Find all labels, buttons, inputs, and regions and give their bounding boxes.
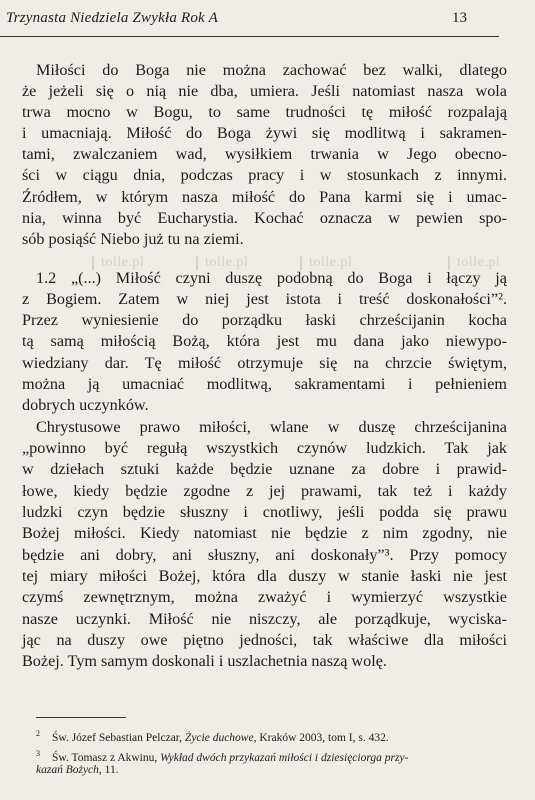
footnote-source: , 11.: [98, 764, 119, 776]
footnote-title: kazań Bożych: [36, 764, 99, 776]
body-line: ści w ciągu dnia, podczas pracy i w stosunkach z innymi.: [22, 166, 507, 184]
body-line: Miłości do Boga nie można zachować bez walki, dlatego: [36, 61, 507, 79]
page-number: 13: [452, 10, 467, 26]
body-line: z Bogiem. Zatem w niej jest istota i treść doskonałości”².: [22, 290, 507, 308]
body-line: 1.2 „(...) Miłość czyni duszę podobną do Boga i łączy ją: [36, 269, 507, 287]
footnote-rule: [36, 717, 126, 718]
footnote-author: Św. Józef Sebastian Pelczar,: [52, 731, 183, 744]
body-line: można ją umacniać modlitwą, sakramentami i pełnieniem: [22, 375, 507, 393]
body-line: i umacniają. Miłość do Boga żywi się modlitwą i sakramen-: [22, 124, 507, 142]
watermark: tolle.pl: [92, 255, 144, 271]
watermark-logo-icon: [92, 256, 99, 270]
running-head-title: Trzynasta Niedziela Zwykła Rok A: [6, 10, 218, 26]
body-line: nia, winna być Eucharystia. Kochać oznacza w pewien spo-: [22, 209, 507, 227]
body-line: że jeżeli się o nią nie dba, umiera. Jeśli natomiast nasza wola: [22, 82, 507, 100]
body-line: tej miary miłości Bożej, która dla duszy w stanie łaski nie jest: [22, 567, 507, 585]
footnote-continuation: [36, 762, 496, 778]
body-line: łowe, kiedy będzie zgodne z jej prawami, tak też i każdy: [22, 482, 507, 500]
watermark-logo-icon: [196, 256, 203, 270]
footnote-author: Św. Tomasz z Akwinu,: [52, 751, 158, 764]
body-line: nasze uczynki. Miłość nie niszczy, ale porządkuje, wyciska-: [22, 610, 507, 628]
body-line: w dziełach sztuki każde będzie uznane za dobre i prawid-: [22, 460, 507, 478]
body-line: „powinno być regułą wszystkich czynów ludzkich. Tak jak: [22, 439, 507, 457]
footnote-title: Wykład dwóch przykazań miłości i dziesięciorga przy-: [160, 751, 409, 764]
watermark: tolle.pl: [196, 255, 248, 271]
watermark-logo-icon: [448, 256, 455, 270]
body-line: Źródłem, w którym nasza miłość do Pana karmi się i umac-: [22, 188, 507, 206]
body-line: wiedziany dar. Tę miłość otrzymuje się na chrzcie świętym,: [22, 354, 507, 372]
body-line: Bożej miłości. Kiedy natomiast nie będzie z nim zgodny, nie: [22, 524, 507, 542]
watermark: tolle.pl: [300, 255, 352, 271]
body-line: będzie ani dobry, ani słuszny, ani doskonały”³. Przy pomocy: [22, 546, 507, 564]
body-line: ludzki czyn będzie słuszny i cnotliwy, jeśli podda się prawu: [22, 503, 507, 521]
body-line: tą samą miłością Bożą, która jest mu dana jako niewypo-: [22, 332, 507, 350]
body-line: tami, zwalczaniem wad, wysiłkiem trwania w Jego obecno-: [22, 145, 507, 163]
footnote-title: Życie duchowe: [184, 731, 254, 744]
footnote-source: , Kraków 2003, tom I, s. 432.: [253, 731, 389, 744]
body-line: Bożej. Tym samym doskonali i uszlachetnia naszą wolę.: [22, 652, 387, 670]
body-line: trwa mocno w Bogu, to same trudności tę miłość rozpalają: [22, 103, 507, 121]
watermark: tolle.pl: [448, 255, 500, 271]
body-line: dobrych uczynków.: [22, 396, 149, 414]
body-line: czymś zewnętrznym, można zważyć i wymierzyć wszystkie: [22, 588, 507, 606]
body-line: Chrystusowe prawo miłości, wlane w duszę chrześcijanina: [36, 418, 507, 436]
body-line: Przez wyniesienie do porządku łaski chrześcijanin kocha: [22, 311, 507, 329]
body-line: sób posiąść Niebo już tu na ziemi.: [22, 230, 244, 248]
watermark-logo-icon: [300, 256, 307, 270]
footnote-marker: 3: [36, 749, 40, 758]
footnote: [36, 726, 496, 746]
header-rule: [0, 36, 499, 37]
body-line: jąc na duszy owe piętno jedności, tak właściwe dla miłości: [22, 631, 507, 649]
footnote-marker: 2: [36, 729, 40, 738]
